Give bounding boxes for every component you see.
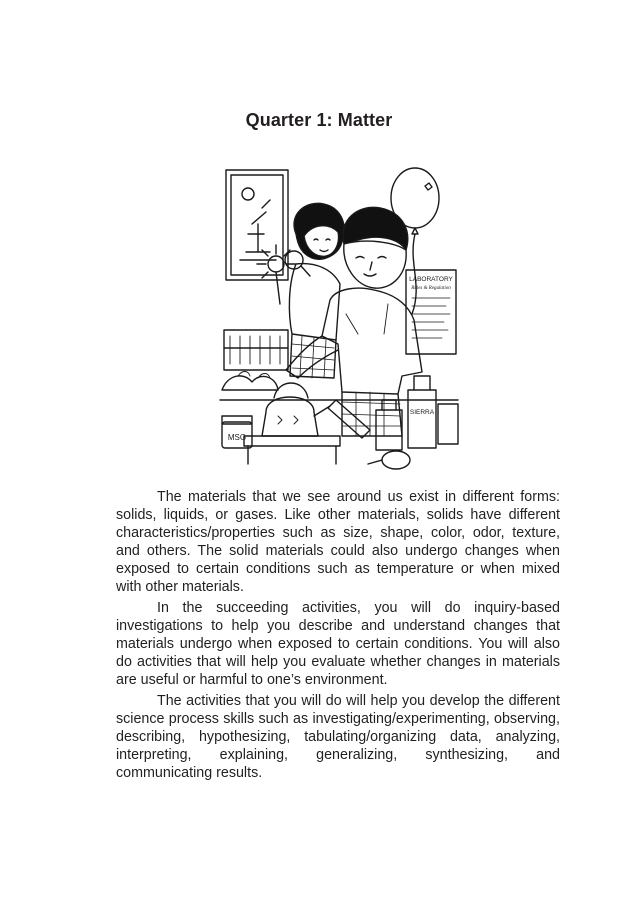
page-title: Quarter 1: Matter — [245, 110, 393, 130]
paragraph-text: The materials that we see around us exist in different forms: solids, liquids, or gases. Like other materials, solids have different characteristics/properties such as size, shape, color, odor, texture, and others. The solid materials could also undergo changes when exposed to certain conditions such as temperature or when mixed with other materials. — [116, 489, 560, 595]
bottles — [376, 376, 458, 450]
paragraph-2 — [116, 599, 560, 695]
paragraph-text: The activities that you will do will help you develop the different science process skills such as investigating/experimenting, observing, describing, hypothesizing, tabulating/organizing data, analyzing, interpreting, explaining, generalizing, synthesizing, and communicating results. — [116, 693, 560, 781]
paragraph-3 — [116, 692, 560, 788]
girl-figure — [289, 203, 344, 378]
bulb-syringe — [368, 451, 410, 469]
paragraph-1 — [116, 488, 560, 602]
svg-text:LABORATORY: LABORATORY — [409, 276, 453, 283]
test-tube-rack — [224, 330, 288, 370]
paragraph-text: In the succeeding activities, you will do inquiry-based investigations to help you describe and understand changes that materials undergo when exposed to certain conditions. You will also do activities that will help you evaluate whether changes in materials are useful or harmful to one’s environment. — [116, 600, 560, 688]
vegetables — [222, 372, 278, 391]
svg-text:Rules & Regulation: Rules & Regulation — [411, 286, 451, 291]
laboratory-sign — [406, 270, 456, 354]
msg-jar — [222, 416, 252, 448]
science-lab-illustration — [218, 164, 460, 472]
svg-text:SIERRA: SIERRA — [409, 409, 435, 416]
rolling-pin — [328, 400, 370, 438]
kettle-on-stove — [244, 383, 340, 464]
svg-text:MSG: MSG — [227, 433, 247, 442]
